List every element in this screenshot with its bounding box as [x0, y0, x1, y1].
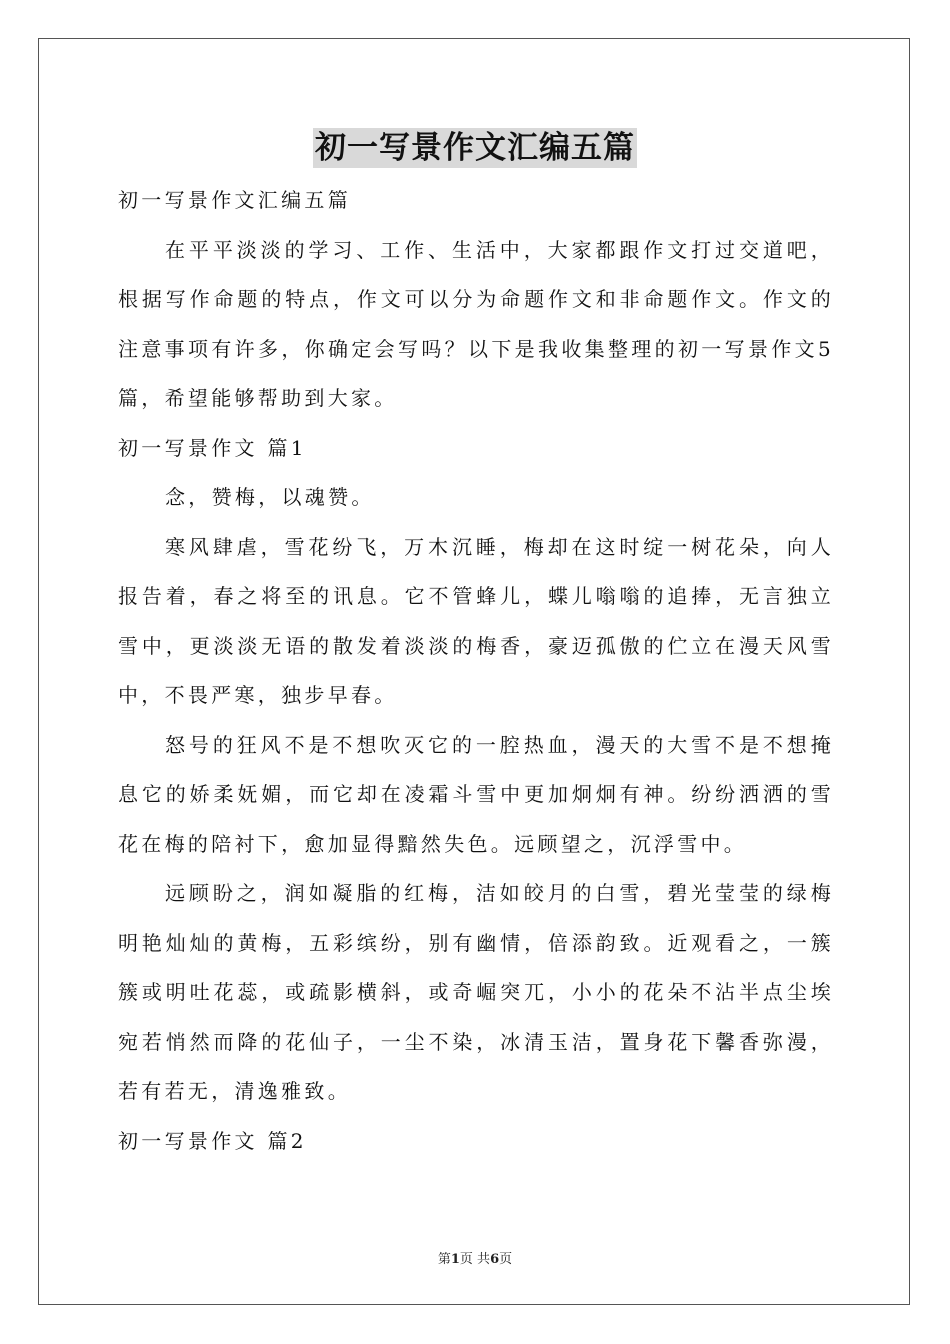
document-subtitle: 初一写景作文汇编五篇: [118, 188, 351, 212]
footer-page-number: 1: [450, 1252, 460, 1267]
footer-prefix: 第: [437, 1252, 451, 1267]
document-title: 初一写景作文汇编五篇: [315, 130, 635, 166]
intro-paragraph: 在平平淡淡的学习、工作、生活中，大家都跟作文打过交道吧，根据写作命题的特点，作文可以分为命题作文和非命题作文。作文的注意事项有许多，你确定会写吗？以下是我收集整理的初一写景作文5篇，希望能够帮助到大家。: [118, 237, 834, 410]
page-footer: [0, 1248, 950, 1267]
footer-total-pages: 6: [490, 1252, 500, 1267]
document-body: [118, 176, 834, 1166]
section1-paragraph: 念，赞梅，以魂赞。: [165, 485, 375, 509]
footer-suffix: 页: [499, 1252, 513, 1267]
footer-mid: 页 共: [459, 1252, 491, 1267]
section-heading-2: 初一写景作文 篇2: [118, 1128, 307, 1153]
section-heading-1: 初一写景作文 篇1: [118, 435, 307, 460]
section1-paragraph: 怒号的狂风不是不想吹灭它的一腔热血，漫天的大雪不是不想掩息它的娇柔妩媚，而它却在凌霜斗雪中更加炯炯有神。纷纷洒洒的雪花在梅的陪衬下，愈加显得黯然失色。远顾望之，沉浮雪中。: [118, 732, 834, 856]
section1-paragraph: 寒风肆虐，雪花纷飞，万木沉睡，梅却在这时绽一树花朵，向人报告着，春之将至的讯息。它不管蜂儿，蝶儿嗡嗡的追捧，无言独立雪中，更淡淡无语的散发着淡淡的梅香，豪迈孤傲的伫立在漫天风雪中，不畏严寒，独步早春。: [118, 534, 834, 707]
title-area: [0, 128, 950, 168]
section1-paragraph: 远顾盼之，润如凝脂的红梅，洁如皎月的白雪，碧光莹莹的绿梅明艳灿灿的黄梅，五彩缤纷，别有幽情，倍添韵致。近观看之，一簇簇或明吐花蕊，或疏影横斜，或奇崛突兀，小小的花朵不沾半点尘埃宛若悄然而降的花仙子，一尘不染，冰清玉洁，置身花下馨香弥漫，若有若无，清逸雅致。: [118, 881, 834, 1103]
